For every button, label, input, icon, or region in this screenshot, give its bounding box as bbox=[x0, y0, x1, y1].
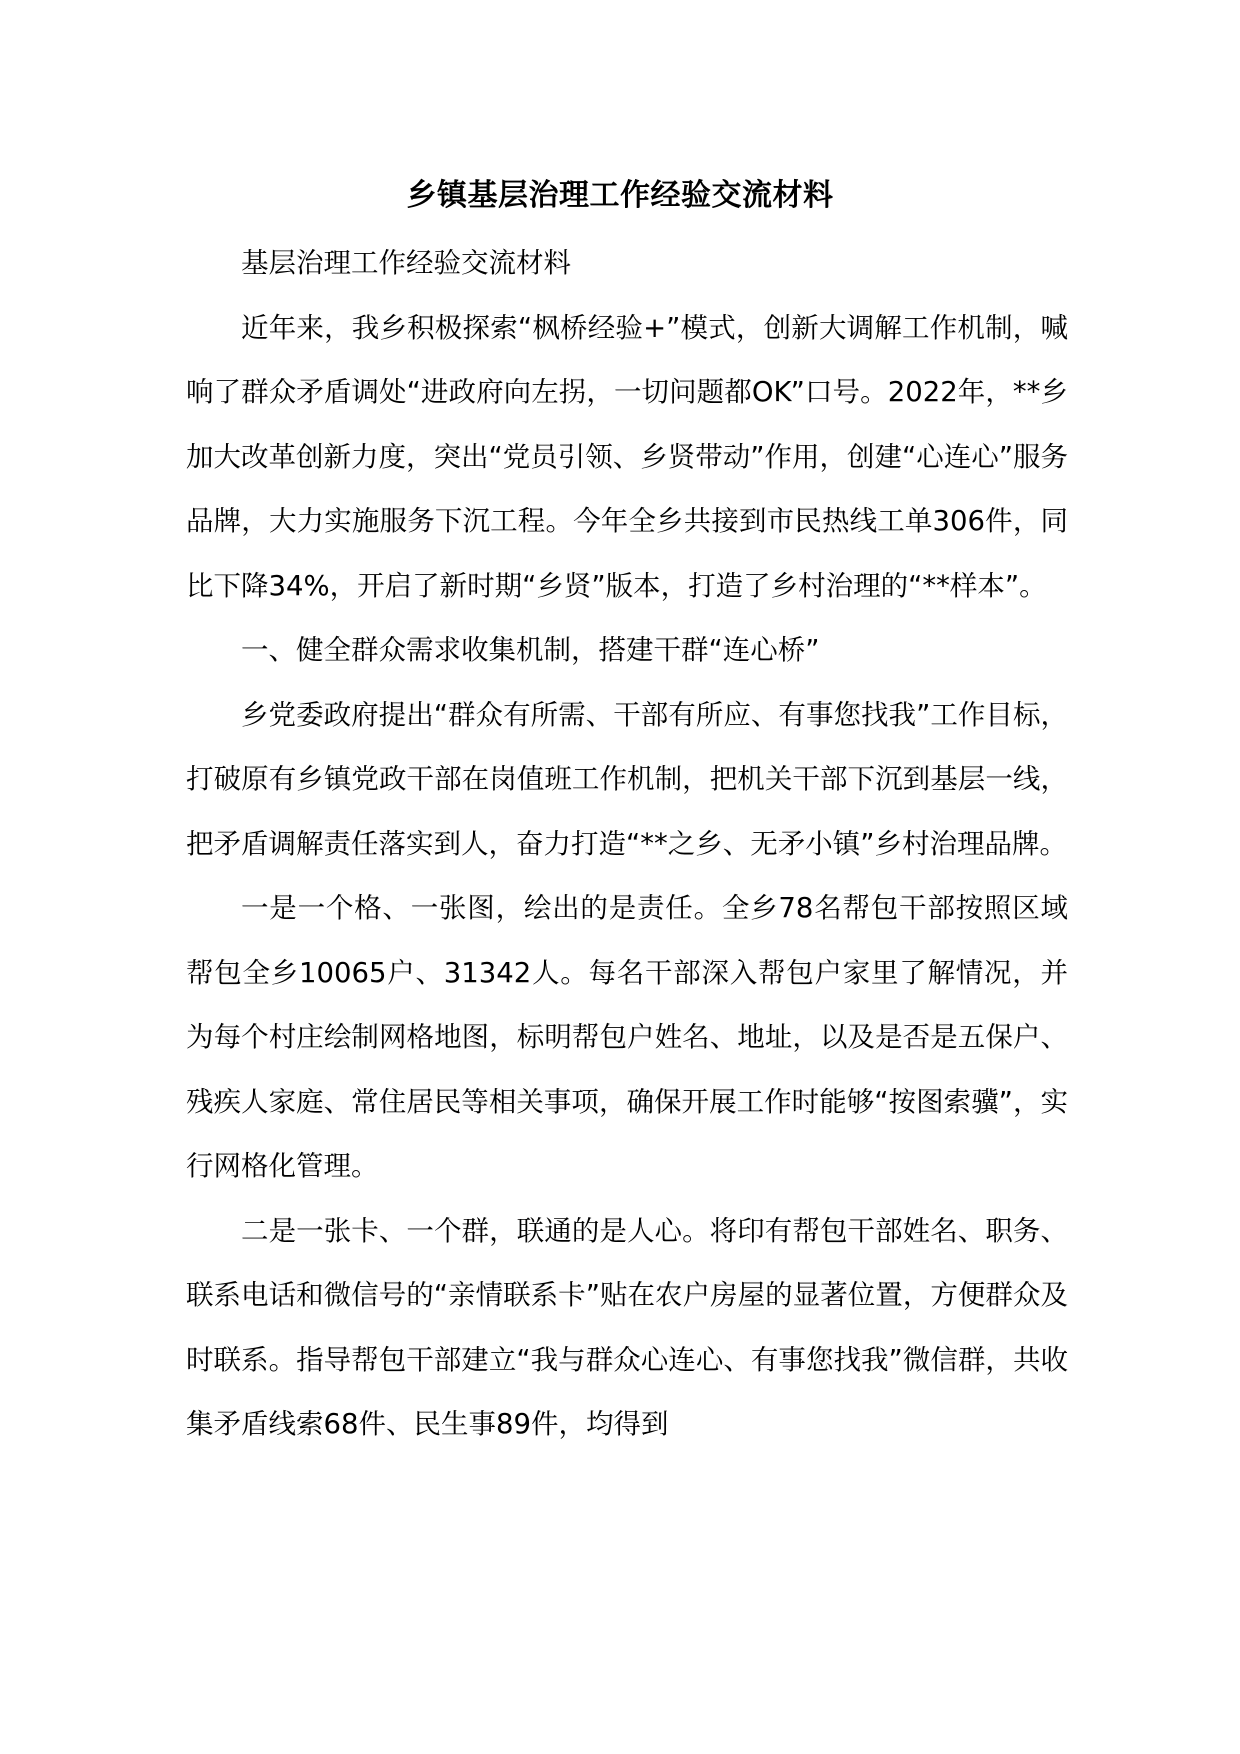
paragraph-point-2: 二是一张卡、一个群，联通的是人心。将印有帮包干部姓名、职务、联系电话和微信号的“亲情联系卡”贴在农户房屋的显著位置，方便群众及时联系。指导帮包干部建立“我与群众心连心、有事您找我”微信群，共收集矛盾线索68件、民生事89件，均得到 bbox=[186, 1214, 1068, 1440]
paragraph-intro: 近年来，我乡积极探索“枫桥经验+”模式，创新大调解工作机制，喊响了群众矛盾调处“进政府向左拐，一切问题都OK”口号。2022年，**乡加大改革创新力度，突出“党员引领、乡贤带动”作用，创建“心连心”服务品牌，大力实施服务下沉工程。今年全乡共接到市民热线工单306件，同比下降34%，开启了新时期“乡贤”版本，打造了乡村治理的“**样本”。 bbox=[186, 311, 1068, 602]
section-heading-1: 一、健全群众需求收集机制，搭建干群“连心桥” bbox=[241, 634, 820, 666]
document-title: 乡镇基层治理工作经验交流材料 bbox=[406, 178, 834, 213]
paragraph-subtitle: 基层治理工作经验交流材料 bbox=[241, 247, 571, 279]
document-body bbox=[186, 231, 1068, 1457]
paragraph-section-1: 乡党委政府提出“群众有所需、干部有所应、有事您找我”工作目标，打破原有乡镇党政干部在岗值班工作机制，把机关干部下沉到基层一线，把矛盾调解责任落实到人，奋力打造“**之乡、无矛小镇”乡村治理品牌。 bbox=[186, 698, 1068, 860]
paragraph-point-1: 一是一个格、一张图，绘出的是责任。全乡78名帮包干部按照区域帮包全乡10065户、31342人。每名干部深入帮包户家里了解情况，并为每个村庄绘制网格地图，标明帮包户姓名、地址，以及是否是五保户、残疾人家庭、常住居民等相关事项，确保开展工作时能够“按图索骥”，实行网格化管理。 bbox=[186, 892, 1068, 1182]
